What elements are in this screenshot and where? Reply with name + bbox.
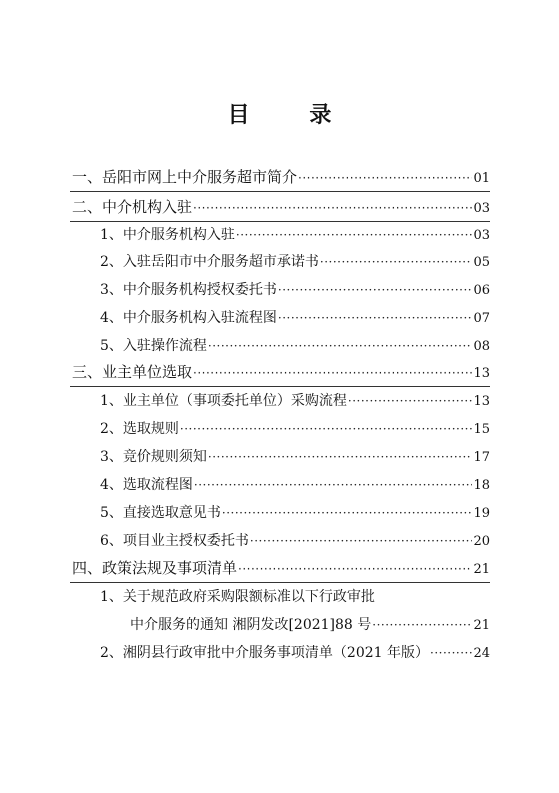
toc-entry-label: 四、政策法规及事项清单	[72, 559, 238, 577]
toc-entry-page: 17	[473, 450, 490, 465]
toc-entry-page: 20	[473, 534, 490, 549]
toc-leader-dots	[278, 283, 473, 297]
toc-leader-dots	[278, 311, 473, 325]
toc-leader-dots	[193, 366, 472, 380]
toc-leader-dots	[193, 201, 472, 215]
toc-leader-dots	[238, 562, 472, 576]
section-divider	[70, 582, 490, 583]
toc-leader-dots	[208, 339, 473, 353]
toc-entry[interactable]	[130, 614, 490, 638]
toc-leader-dots	[298, 171, 472, 185]
toc-entry-label: 4、中介服务机构入驻流程图	[100, 310, 277, 326]
toc-entry-page: 21	[473, 562, 490, 577]
toc-entry[interactable]	[72, 196, 490, 220]
toc-entry-label: 2、选取规则	[100, 421, 179, 437]
toc-leader-dots	[320, 255, 473, 269]
toc-leader-dots	[250, 534, 473, 548]
toc-entry[interactable]	[100, 446, 490, 470]
toc-entry-label: 1、关于规范政府采购限额标准以下行政审批	[100, 589, 375, 605]
toc-entry-label: 3、中介服务机构授权委托书	[100, 282, 277, 298]
toc-entry-page: 19	[473, 506, 490, 521]
toc-entry-label: 5、直接选取意见书	[100, 505, 221, 521]
toc-entry[interactable]	[100, 474, 490, 498]
toc-entry[interactable]	[100, 502, 490, 526]
toc-entry-label: 2、入驻岳阳市中介服务超市承诺书	[100, 254, 319, 270]
toc-entry[interactable]	[100, 335, 490, 359]
toc-entry-page: 07	[473, 311, 490, 326]
toc-leader-dots	[194, 478, 473, 492]
toc-leader-dots	[236, 228, 473, 242]
toc-entry[interactable]	[100, 530, 490, 554]
toc-entry-label: 2、湘阴县行政审批中介服务事项清单（2021 年版）	[100, 645, 429, 661]
toc-entry[interactable]	[100, 307, 490, 331]
toc-entry[interactable]	[72, 166, 490, 190]
toc-leader-dots	[372, 618, 472, 632]
toc-entry-page: 05	[473, 255, 490, 270]
toc-leader-dots	[180, 422, 473, 436]
toc-entry[interactable]	[100, 279, 490, 303]
toc-entry-page: 03	[473, 228, 490, 243]
toc-entry-label: 1、中介服务机构入驻	[100, 227, 235, 243]
toc-leader-dots	[208, 450, 473, 464]
toc-entry-page: 06	[473, 283, 490, 298]
page-title: 目 录	[227, 102, 358, 128]
toc-entry-label: 1、业主单位（事项委托单位）采购流程	[100, 393, 347, 409]
toc-entry-label: 中介服务的通知 湘阴发改[2021]88 号	[130, 617, 372, 633]
toc-entry-page: 18	[473, 478, 490, 493]
toc-entry-label: 5、入驻操作流程	[100, 338, 207, 354]
toc-entry[interactable]	[100, 642, 490, 666]
toc-entry[interactable]	[100, 586, 490, 610]
section-divider	[70, 191, 490, 192]
toc-leader-dots	[222, 506, 473, 520]
toc-entry-page: 03	[473, 201, 490, 216]
toc-entry[interactable]	[72, 361, 490, 385]
toc-leader-dots	[430, 646, 472, 660]
toc-entry-page: 15	[473, 422, 490, 437]
toc-entry[interactable]	[100, 418, 490, 442]
toc-entry-label: 三、业主单位选取	[72, 363, 193, 381]
section-divider	[70, 386, 490, 387]
toc-entry-label: 6、项目业主授权委托书	[100, 533, 249, 549]
section-divider	[70, 221, 490, 222]
toc-entry-label: 3、竞价规则须知	[100, 449, 207, 465]
toc-entry-label: 二、中介机构入驻	[72, 198, 193, 216]
toc-entry-label: 4、选取流程图	[100, 477, 193, 493]
toc-entry-page: 13	[473, 366, 490, 381]
toc-entry-page: 01	[473, 171, 490, 186]
toc-leader-dots	[348, 394, 473, 408]
toc-entry[interactable]	[100, 390, 490, 414]
toc-entry-page: 21	[473, 618, 490, 633]
toc-entry-page: 08	[473, 339, 490, 354]
toc-entry[interactable]	[100, 224, 490, 248]
toc-entry-page: 24	[473, 646, 490, 661]
toc-entry-label: 一、岳阳市网上中介服务超市简介	[72, 168, 298, 186]
toc-entry-page: 13	[473, 394, 490, 409]
toc-entry[interactable]	[72, 557, 490, 581]
toc-entry[interactable]	[100, 251, 490, 275]
